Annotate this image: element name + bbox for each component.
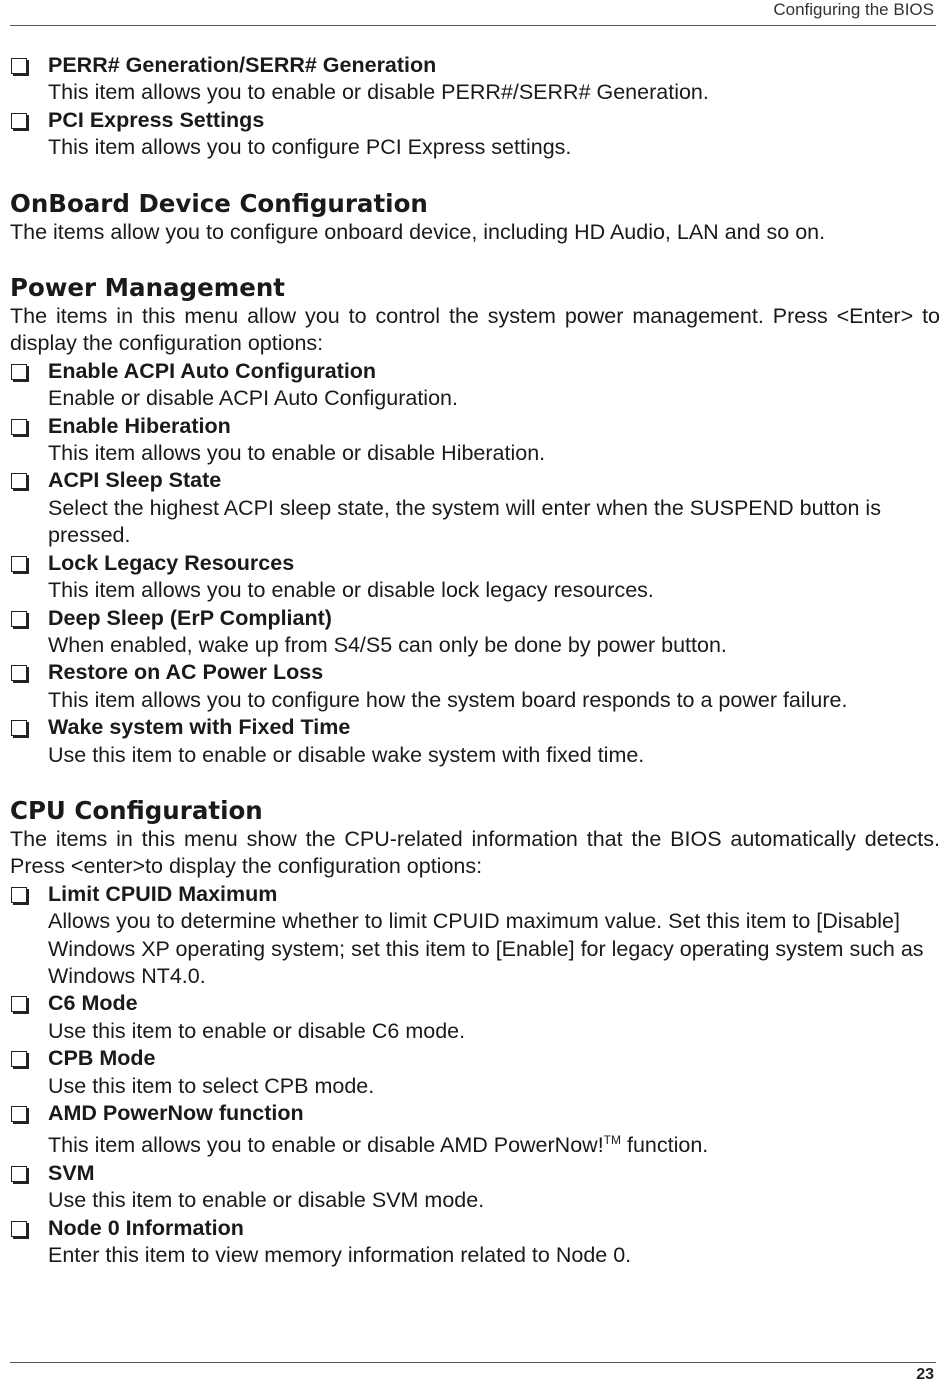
checkbox-bullet-icon: [11, 556, 27, 572]
item-title: CPB Mode: [48, 1046, 156, 1071]
item-description: Use this item to enable or disable C6 mode.: [48, 1018, 466, 1043]
list-item: [10, 1045, 940, 1100]
checkbox-bullet-icon: [11, 1106, 27, 1122]
item-description: Use this item to select CPB mode.: [48, 1073, 375, 1098]
list-item: [10, 107, 940, 162]
list-item: [10, 358, 940, 413]
section-heading: Power Management: [10, 273, 285, 303]
list-item: [10, 714, 940, 769]
checkbox-bullet-icon: [11, 887, 27, 903]
list-item: [10, 52, 940, 107]
checkbox-bullet-icon: [11, 419, 27, 435]
list-item: [10, 605, 940, 660]
item-description: When enabled, wake up from S4/S5 can only be done by power button.: [48, 632, 727, 657]
item-description: This item allows you to enable or disable Hiberation.: [48, 441, 546, 466]
item-description: This item allows you to configure how the system board responds to a power failure.: [48, 687, 848, 712]
section-description: The items allow you to configure onboard device, including HD Audio, LAN and so on.: [10, 219, 826, 244]
trademark-mark: TM: [603, 1133, 621, 1148]
item-title: PCI Express Settings: [48, 107, 265, 132]
item-title: Wake system with Fixed Time: [48, 715, 351, 740]
item-description: This item allows you to enable or disable PERR#/SERR# Generation.: [48, 80, 709, 105]
list-item: [10, 1160, 940, 1215]
page-number: 23: [916, 1366, 934, 1383]
checkbox-bullet-icon: [11, 1221, 27, 1237]
section-description: The items in this menu show the CPU-related information that the BIOS automatically detects. Press <enter>to display the configuration options:: [10, 826, 940, 879]
item-title: C6 Mode: [48, 991, 138, 1016]
item-title: Lock Legacy Resources: [48, 550, 295, 575]
checkbox-bullet-icon: [11, 364, 27, 380]
checkbox-bullet-icon: [11, 1051, 27, 1067]
list-item: [10, 467, 940, 549]
item-title: Enable Hiberation: [48, 413, 231, 438]
item-description: Use this item to enable or disable SVM mode.: [48, 1188, 485, 1213]
list-item: [10, 659, 940, 714]
item-description: Use this item to enable or disable wake system with fixed time.: [48, 742, 645, 767]
checkbox-bullet-icon: [11, 113, 27, 129]
list-item: [10, 990, 940, 1045]
item-title: Limit CPUID Maximum: [48, 881, 278, 906]
power-section: [10, 273, 940, 769]
item-description: This item allows you to enable or disable lock legacy resources.: [48, 578, 654, 603]
item-description-text: function.: [621, 1133, 709, 1158]
item-description: Enter this item to view memory information related to Node 0.: [48, 1243, 632, 1268]
list-item: [10, 550, 940, 605]
item-description-text: This item allows you to enable or disable AMD PowerNow!: [48, 1133, 604, 1158]
section-heading: CPU Configuration: [10, 795, 263, 825]
checkbox-bullet-icon: [11, 1166, 27, 1182]
checkbox-bullet-icon: [11, 996, 27, 1012]
section-description: The items in this menu allow you to control the system power management. Press <Enter> to display the configuration options:: [10, 304, 940, 356]
page-content: [10, 52, 940, 1269]
item-title: AMD PowerNow function: [48, 1101, 304, 1125]
checkbox-bullet-icon: [11, 58, 27, 74]
item-title: ACPI Sleep State: [48, 468, 222, 493]
checkbox-bullet-icon: [11, 473, 27, 489]
item-title: Enable ACPI Auto Configuration: [48, 358, 377, 383]
item-description: [48, 1127, 940, 1159]
checkbox-bullet-icon: [11, 720, 27, 736]
item-description: Select the highest ACPI sleep state, the system will enter when the SUSPEND button is pressed.: [48, 495, 881, 548]
running-header: Configuring the BIOS: [773, 0, 934, 19]
item-description: Allows you to determine whether to limit CPUID maximum value. Set this item to [Disable] Windows XP operating system; set this item to [Enable] for legacy operating system such as Windows NT4.0.: [48, 909, 924, 988]
checkbox-bullet-icon: [11, 665, 27, 681]
list-item: [10, 881, 940, 991]
footer-rule: [10, 1362, 936, 1363]
list-item: [10, 1215, 940, 1270]
section-heading: OnBoard Device Configuration: [10, 188, 428, 218]
list-item: [10, 413, 940, 468]
item-title: Node 0 Information: [48, 1215, 244, 1240]
header-rule: [10, 25, 936, 26]
checkbox-bullet-icon: [11, 611, 27, 627]
item-description: This item allows you to configure PCI Express settings.: [48, 135, 572, 160]
intro-items: [10, 52, 940, 162]
item-title: PERR# Generation/SERR# Generation: [48, 53, 437, 77]
item-description: Enable or disable ACPI Auto Configuration.: [48, 386, 458, 411]
onboard-section: [10, 189, 940, 246]
list-item: [10, 1100, 940, 1160]
item-title: SVM: [48, 1160, 95, 1185]
cpu-section: [10, 796, 940, 1270]
item-title: Deep Sleep (ErP Compliant): [48, 605, 332, 630]
item-title: Restore on AC Power Loss: [48, 660, 324, 685]
